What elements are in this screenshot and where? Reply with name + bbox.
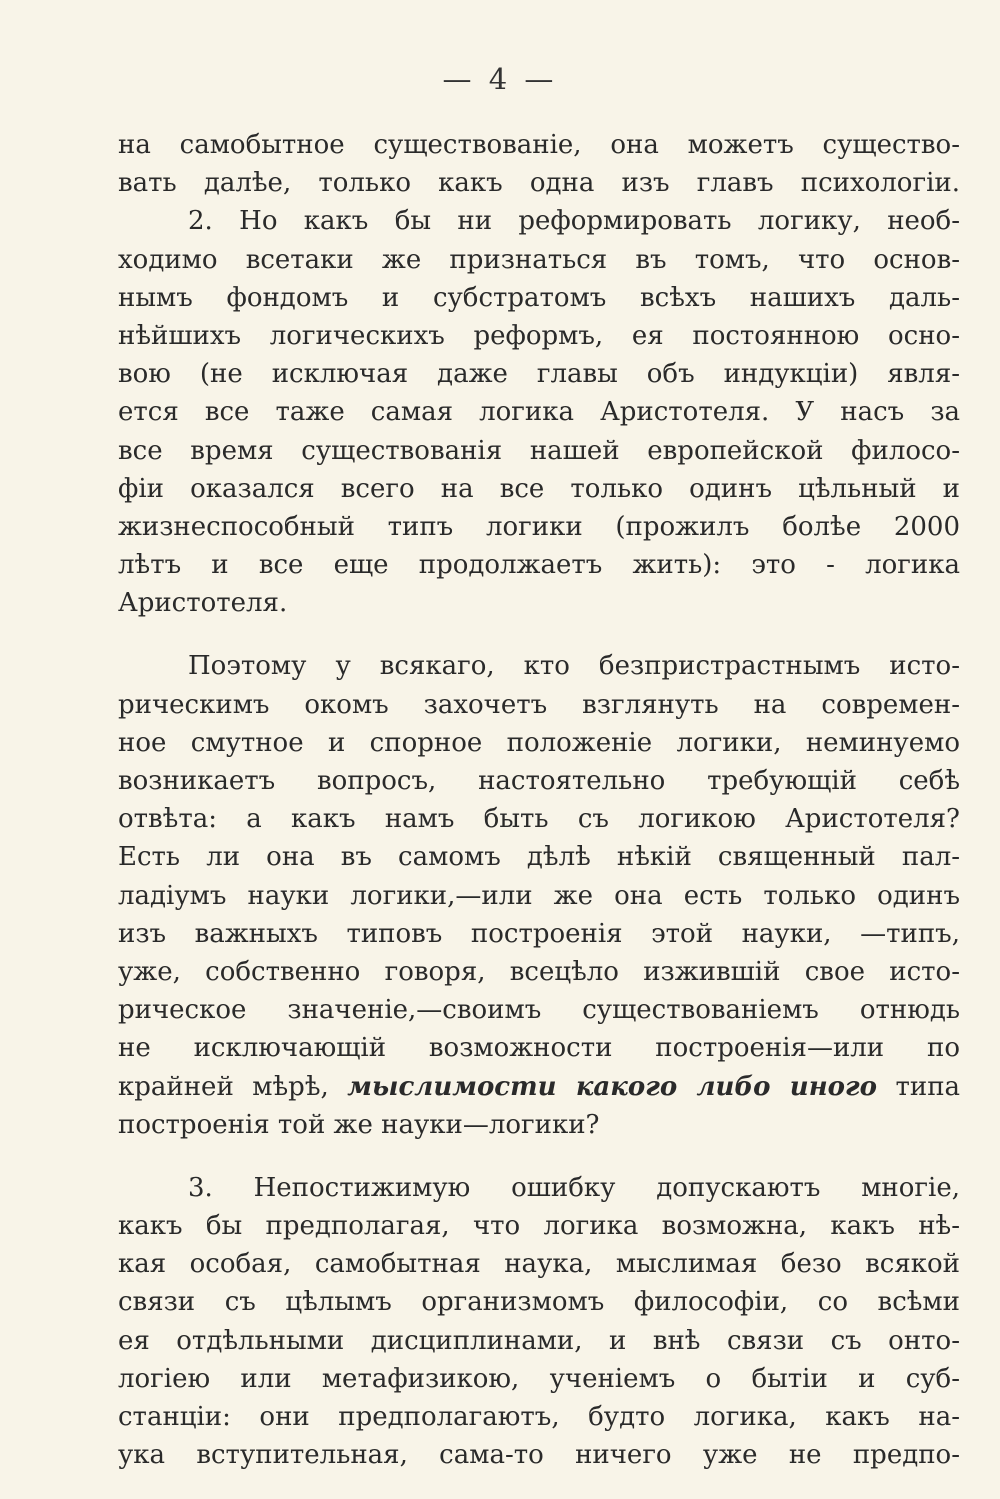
text-line: фіи оказался всего на все только одинъ цѣльный и — [118, 473, 960, 504]
text-line-with-emphasis — [118, 1068, 960, 1106]
emphasized-phrase: мыслимости какого либо иного — [347, 1071, 877, 1102]
text-line: жизнеспособный типъ логики (прожилъ болѣе 2000 — [118, 511, 960, 542]
text-line: какъ бы предполагая, что логика возможна, какъ нѣ- — [118, 1211, 960, 1242]
text-line: Есть ли она въ самомъ дѣлѣ нѣкій священный пал- — [118, 842, 960, 873]
text-line: 3. Непостижимую ошибку допускаютъ многіе, — [188, 1172, 960, 1203]
text-line: станціи: они предполагаютъ, будто логика, какъ на- — [118, 1402, 960, 1432]
paragraph-section-3 — [118, 1169, 960, 1475]
text-line: нымъ фондомъ и субстратомъ всѣхъ нашихъ даль- — [118, 282, 960, 313]
page-number: — 4 — — [442, 62, 558, 96]
paragraph-section-2 — [118, 202, 960, 622]
text-line: вою (не исключая даже главы объ индукціи) явля- — [118, 359, 960, 390]
text-line: Поэтому у всякаго, кто безпристрастнымъ исто- — [188, 651, 960, 682]
text-line: ется все таже самая логика Аристотеля. У насъ за — [118, 397, 960, 428]
paragraph-continuation — [118, 126, 960, 202]
text-line: 2. Но какъ бы ни реформировать логику, необ- — [188, 206, 960, 237]
text-line: ладіумъ науки логики,—или же она есть только одинъ — [118, 880, 960, 911]
text-line: ука вступительная, сама-то ничего уже не предпо- — [118, 1440, 960, 1471]
text-line: рическимъ окомъ захочетъ взглянуть на современ- — [118, 689, 960, 720]
text-line: лѣтъ и все еще продолжаетъ жить): это - логика — [118, 550, 960, 581]
text-line: все время существованія нашей европейской филосо- — [118, 435, 960, 466]
text-line: логіею или метафизикою, ученіемъ о бытіи и суб- — [118, 1363, 960, 1394]
text-line: построенія той же науки—логики? — [118, 1109, 600, 1140]
text-line: вать далѣе, только какъ одна изъ главъ психологіи. — [118, 168, 960, 199]
text-line: возникаетъ вопросъ, настоятельно требующій себѣ — [118, 766, 960, 796]
text-line: ходимо всетаки же признаться въ томъ, что основ- — [118, 244, 960, 275]
text-line: связи съ цѣлымъ организмомъ философіи, со всѣми — [118, 1287, 960, 1318]
text-line: нѣйшихъ логическихъ реформъ, ея постоянною осно- — [118, 320, 960, 351]
text-line: ея отдѣльными дисциплинами, и внѣ связи съ онто- — [118, 1325, 960, 1356]
text-line: на самобытное существованіе, она можетъ существо- — [118, 130, 960, 160]
text-line: отвѣта: а какъ намъ быть съ логикою Аристотеля? — [118, 804, 960, 835]
text-line: не исключающій возможности построенія—или по — [118, 1033, 960, 1064]
body-text — [118, 126, 960, 1474]
text-fragment: типа — [895, 1071, 960, 1102]
text-line: Аристотеля. — [118, 588, 288, 619]
text-line: рическое значеніе,—своимъ существованіемъ отнюдь — [118, 995, 960, 1026]
text-fragment: крайней мѣрѣ, — [118, 1071, 329, 1102]
paragraph-aristotle-question — [118, 647, 960, 1143]
text-line: кая особая, самобытная наука, мыслимая безо всякой — [118, 1249, 960, 1280]
text-line: уже, собственно говоря, всецѣло изжившій свое исто- — [118, 956, 960, 987]
text-line: изъ важныхъ типовъ построенія этой науки, —типъ, — [118, 918, 960, 949]
text-line: ное смутное и спорное положеніе логики, неминуемо — [118, 727, 960, 758]
